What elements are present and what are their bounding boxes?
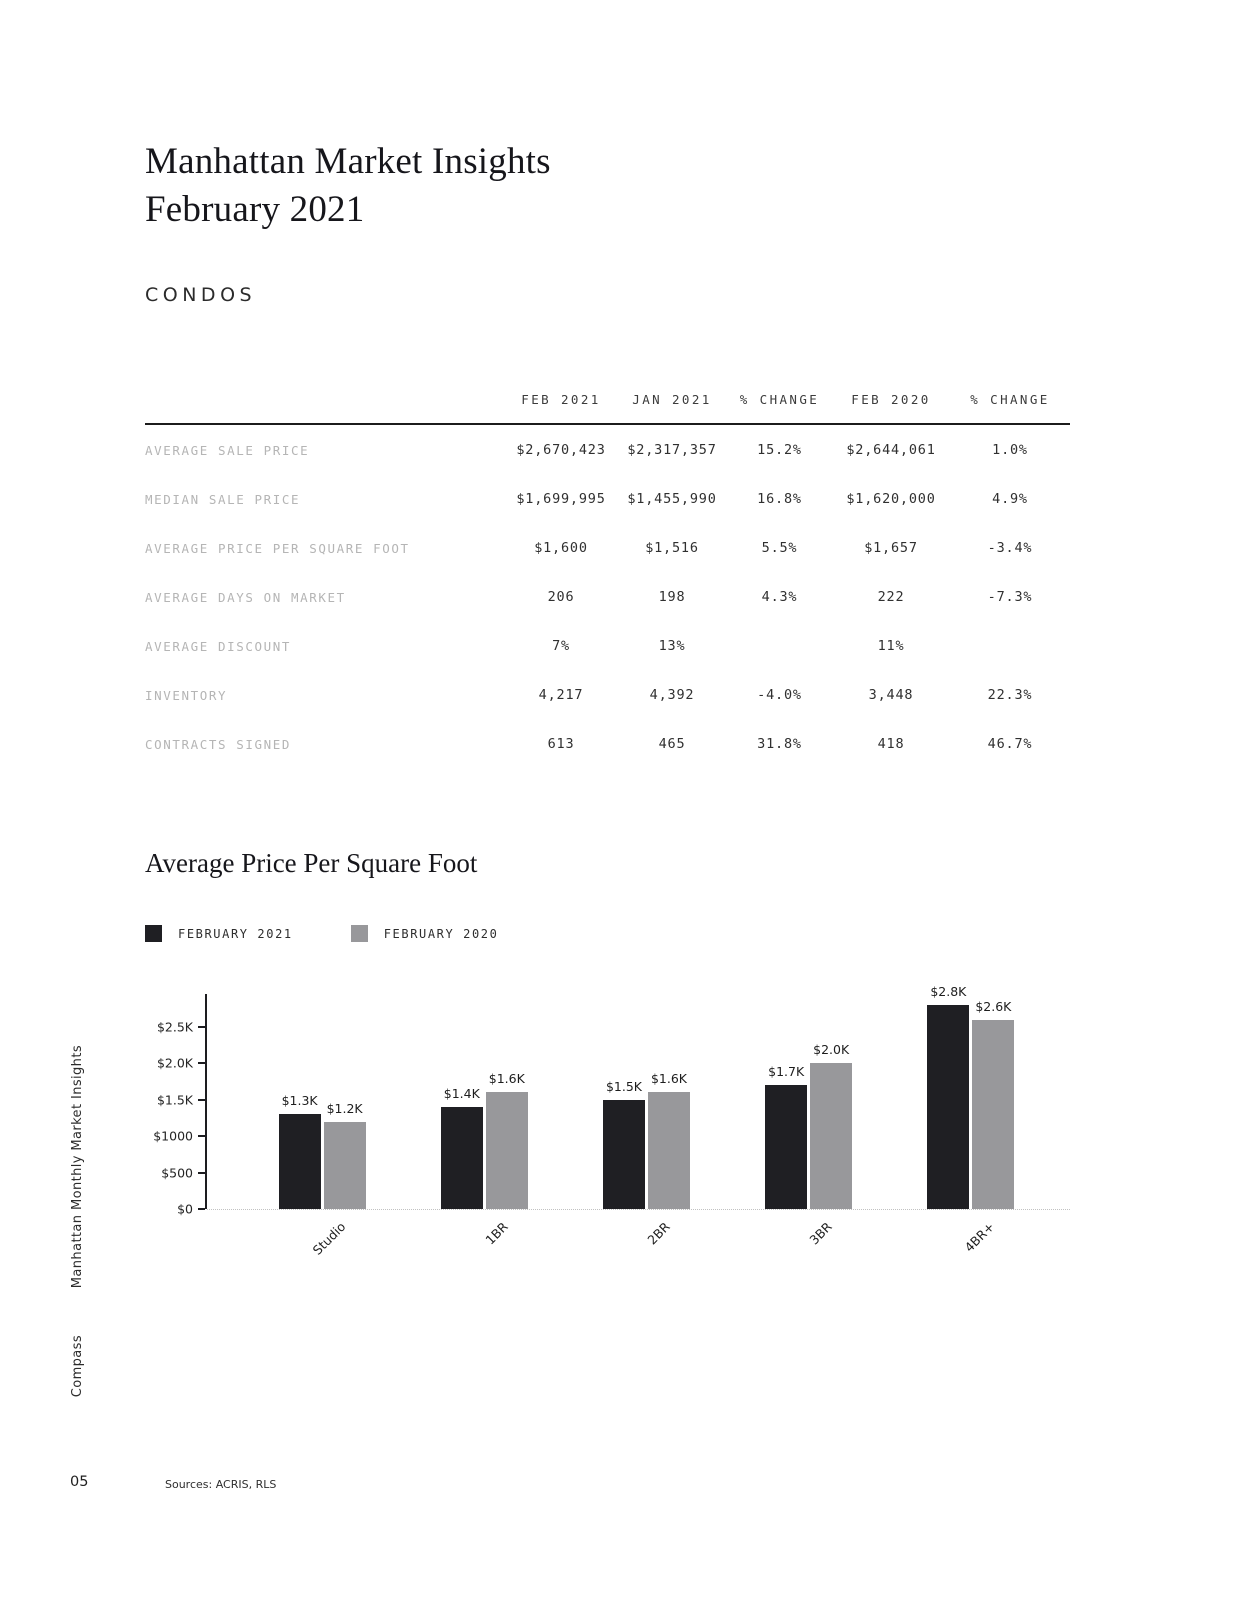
bar-value-label: $1.2K [326,1100,363,1116]
legend-item [145,925,293,942]
x-axis-category-label: 1BR [482,1219,511,1248]
y-axis-tick-mark [198,1135,205,1137]
bar [279,1114,321,1209]
legend-label: FEBRUARY 2021 [178,926,293,941]
column-header: FEB 2021 [521,392,601,407]
row-label: INVENTORY [145,687,228,703]
table-value: 4.9% [992,491,1028,507]
bar-groups [207,983,1070,1258]
column-header [145,392,505,407]
table-value: 222 [877,589,905,605]
table-value: 1.0% [992,442,1028,458]
bar [810,1063,852,1209]
table-value: 613 [547,736,575,752]
bar-column [603,1079,645,1209]
bar-value-label: $1.6K [650,1071,687,1087]
y-axis-tick-label: $500 [161,1165,193,1181]
bar-column [810,1042,852,1209]
table-value: $1,699,995 [516,491,606,507]
x-axis-category-label: 2BR [644,1219,674,1248]
bar-group-4br [927,983,1014,1255]
bar [972,1020,1014,1209]
table-row [145,474,1070,523]
page-title [145,138,1070,234]
table-value: 7% [552,638,570,654]
table-value: 46.7% [987,736,1033,752]
table-row [145,670,1070,719]
bar-group-1br [441,1071,528,1248]
bar-value-label: $1.5K [605,1078,642,1094]
bar-value-label: $2.8K [930,983,967,999]
section-label-condos: CONDOS [145,284,257,306]
table-value: $1,516 [645,540,699,556]
table-value: 4,392 [649,687,695,703]
table-value: $2,670,423 [516,442,606,458]
row-label: MEDIAN SALE PRICE [145,491,301,507]
bar-value-label: $1.3K [281,1093,318,1109]
table-value: -3.4% [987,540,1033,556]
y-axis-tick-label: $1000 [153,1128,193,1144]
row-label: AVERAGE DAYS ON MARKET [145,589,346,605]
table-row [145,425,1070,474]
bar [603,1100,645,1209]
bar [765,1085,807,1209]
table-value: 13% [658,638,686,654]
table-value: 5.5% [761,540,798,556]
bar-group-studio [279,1093,366,1258]
bar-column [972,999,1014,1209]
bar-value-label: $2.0K [813,1042,850,1058]
legend-item [351,925,499,942]
y-axis-tick-mark [198,1172,205,1174]
column-header: % CHANGE [970,392,1050,407]
sources-note: Sources: ACRIS, RLS [165,1478,277,1491]
bar-group-3br [765,1042,852,1248]
table-row [145,719,1070,768]
table-body [145,425,1070,768]
table-value: -7.3% [987,589,1033,605]
x-axis-category-label: Studio [309,1219,349,1258]
bar-value-label: $2.6K [975,998,1012,1014]
bar [648,1092,690,1209]
table-value: 16.8% [757,491,802,507]
bar [486,1092,528,1209]
bar-column [279,1093,321,1209]
bar-group-2br [603,1071,690,1248]
legend-swatch [145,925,162,942]
vertical-brand-compass: Compass [70,1335,85,1398]
y-axis-tick-label: $0 [177,1201,193,1217]
y-axis-tick-label: $1.5K [156,1092,193,1108]
table-value: 418 [877,736,905,752]
table-row [145,572,1070,621]
bar-column [648,1071,690,1209]
chart-legend [145,925,1070,942]
table-value: $1,455,990 [627,491,717,507]
table-row [145,523,1070,572]
table-value: 465 [658,736,686,752]
table-row [145,621,1070,670]
row-label: AVERAGE DISCOUNT [145,638,292,654]
y-axis-tick-mark [198,1099,205,1101]
bar-column [441,1086,483,1209]
table-value: 15.2% [757,442,802,458]
table-value: 4,217 [538,687,584,703]
y-axis-tick-label: $2.0K [156,1055,193,1071]
y-axis-tick-mark [198,1208,205,1210]
chart-baseline [207,1209,1070,1210]
table-value: 3,448 [868,687,914,703]
table-value: 198 [658,589,686,605]
vertical-report-title: Manhattan Monthly Market Insights [70,1045,85,1289]
chart-plot [153,983,1070,1258]
bar [441,1107,483,1209]
market-stats-table [145,392,1070,768]
row-label: CONTRACTS SIGNED [145,736,292,752]
page-title-line1: Manhattan Market Insights [145,141,551,182]
table-value: 31.8% [757,736,802,752]
y-axis-tick-mark [198,1026,205,1028]
report-content [145,138,1070,1258]
table-value: $2,644,061 [846,442,936,458]
bar-value-label: $1.6K [488,1071,525,1087]
x-axis-category-label: 3BR [806,1219,836,1248]
price-per-sqft-chart [153,983,1070,1258]
row-label: AVERAGE SALE PRICE [145,442,310,458]
page-number: 05 [70,1474,89,1490]
bar [927,1005,969,1209]
column-header: % CHANGE [739,392,820,407]
bar-column [765,1064,807,1209]
table-value: 22.3% [987,687,1033,703]
table-value: $2,317,357 [627,442,717,458]
chart-title: Average Price Per Square Foot [145,848,478,878]
bar-value-label: $1.7K [768,1064,805,1080]
bar-value-label: $1.4K [443,1085,480,1101]
column-header: FEB 2020 [851,392,931,407]
x-axis-category-label: 4BR+ [961,1219,998,1255]
legend-label: FEBRUARY 2020 [383,926,499,941]
table-header-row [145,392,1070,425]
column-header: JAN 2021 [632,392,712,407]
table-value: $1,600 [534,540,588,556]
bar-column [927,984,969,1209]
y-axis-tick-mark [198,1062,205,1064]
bar-column [324,1101,366,1209]
table-value: 206 [547,589,575,605]
table-value: 11% [877,638,905,654]
table-value: $1,620,000 [846,491,936,507]
table-value: $1,657 [864,540,918,556]
table-value: -4.0% [757,687,802,703]
bar-column [486,1071,528,1209]
table-value: 4.3% [761,589,798,605]
legend-swatch [351,925,368,942]
page-title-line2: February 2021 [145,189,365,230]
bar [324,1122,366,1209]
row-label: AVERAGE PRICE PER SQUARE FOOT [145,540,410,556]
y-axis-tick-label: $2.5K [156,1019,193,1035]
